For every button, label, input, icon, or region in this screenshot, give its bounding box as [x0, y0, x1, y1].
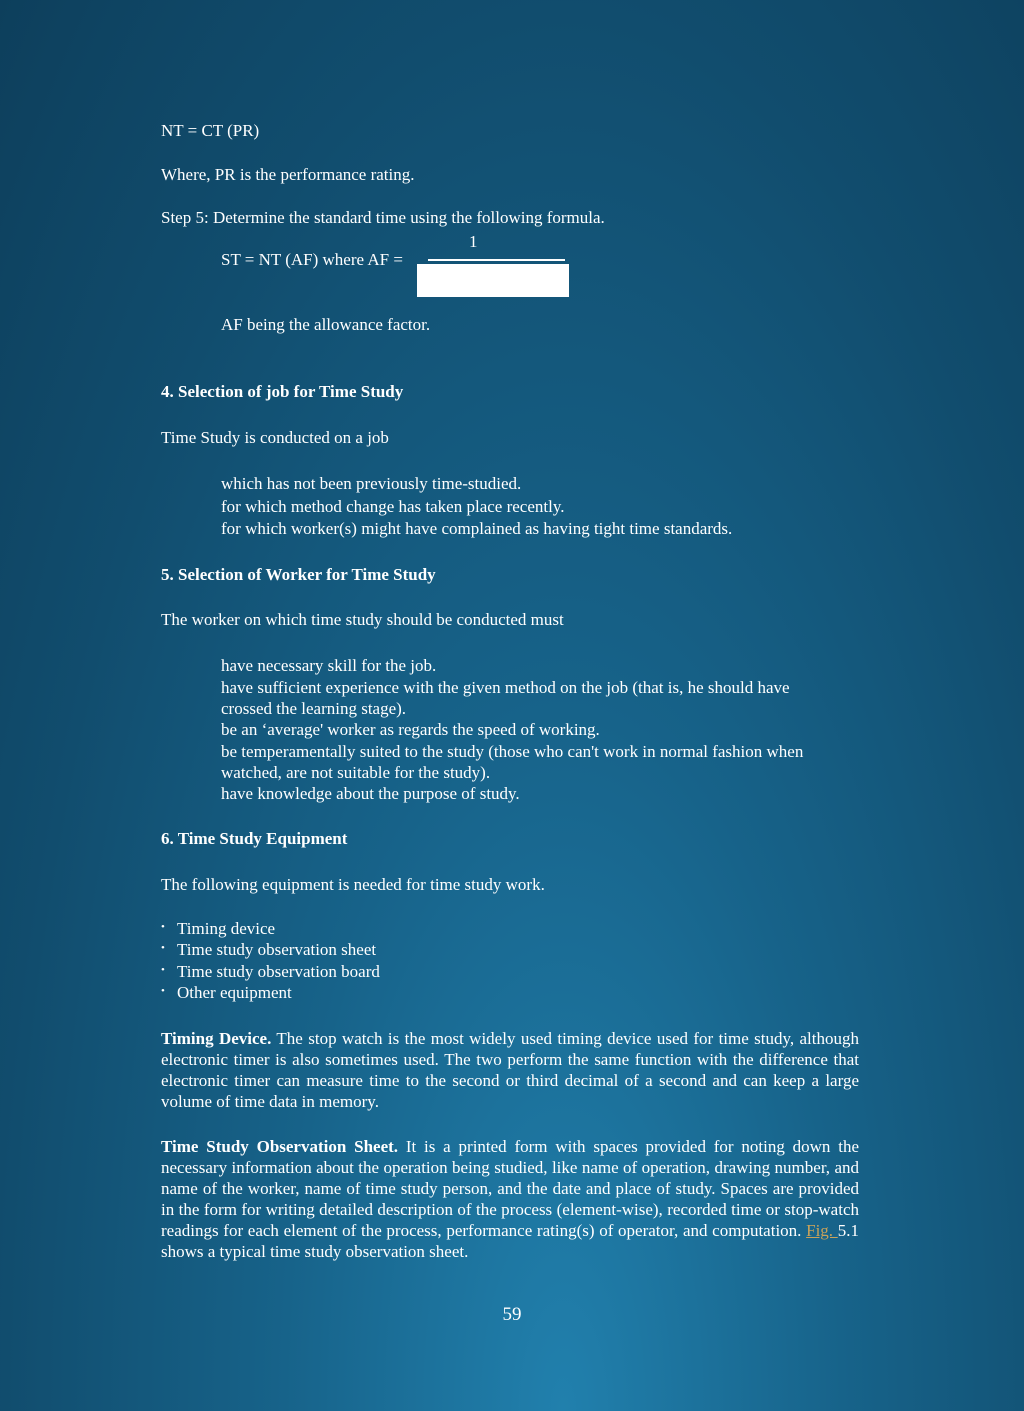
page-number: 59	[502, 1304, 522, 1325]
timing-device-paragraph	[161, 1028, 859, 1112]
formula-nt: NT = CT (PR)	[161, 121, 260, 140]
section4-intro: Time Study is conducted on a job	[161, 428, 389, 447]
observation-sheet-paragraph	[161, 1136, 859, 1262]
figure-link[interactable]: Fig.	[806, 1221, 838, 1240]
st-formula: ST = NT (AF) where AF =	[221, 250, 403, 269]
bullet-icon: •	[161, 921, 165, 933]
section6-intro: The following equipment is needed for time study work.	[161, 875, 545, 894]
section5-heading: 5. Selection of Worker for Time Study	[161, 565, 436, 584]
section4-item: which has not been previously time-studied.	[221, 474, 522, 493]
section5-item: have knowledge about the purpose of study.	[221, 784, 520, 803]
pr-note: Where, PR is the performance rating.	[161, 165, 415, 184]
timing-device-text: The stop watch is the most widely used timing device used for time study, although electronic timer is also sometimes used. The two perform the same function with the difference that electronic timer can measure time to the second or third decimal of a second and can keep a large volume of time data in memory.	[161, 1029, 860, 1111]
equipment-item: Other equipment	[177, 983, 292, 1002]
af-note: AF being the allowance factor.	[221, 315, 431, 334]
bullet-icon: •	[161, 985, 165, 997]
equipment-item: Timing device	[177, 919, 276, 938]
section4-item: for which method change has taken place recently.	[221, 497, 565, 516]
section5-item: have necessary skill for the job.	[221, 656, 437, 675]
section4-item: for which worker(s) might have complained as having tight time standards.	[221, 519, 733, 538]
section5-item: watched, are not suitable for the study).	[221, 763, 491, 782]
observation-sheet-tail: 5.1 shows a typical time study observation sheet.	[161, 1221, 859, 1261]
section5-intro: The worker on which time study should be conducted must	[161, 610, 564, 629]
section5-item: be an ‘average' worker as regards the speed of working.	[221, 720, 600, 739]
section6-heading: 6. Time Study Equipment	[161, 829, 348, 848]
formula-denominator-box	[417, 264, 569, 297]
timing-device-title: Timing Device.	[161, 1029, 272, 1048]
af-numerator: 1	[469, 232, 478, 251]
observation-sheet-text: It is a printed form with spaces provided for noting down the necessary information about the operation being studied, like name of operation, drawing number, and name of the worker, name of time study person, and the date and place of study. Spaces are provided in the form for writing detailed description of the process (element-wise), recorded time or stop-watch readings for each element of the process, performance rating(s) of operator, and computation.	[161, 1137, 859, 1240]
section5-item: be temperamentally suited to the study (those who can't work in normal fashion when	[221, 742, 804, 761]
observation-sheet-title: Time Study Observation Sheet.	[161, 1137, 399, 1156]
equipment-item: Time study observation board	[177, 962, 380, 981]
bullet-icon: •	[161, 964, 165, 976]
section4-heading: 4. Selection of job for Time Study	[161, 382, 404, 401]
step5-text: Step 5: Determine the standard time using the following formula.	[161, 208, 605, 227]
section5-item: have sufficient experience with the given method on the job (that is, he should have	[221, 678, 790, 697]
bullet-icon: •	[161, 942, 165, 954]
equipment-item: Time study observation sheet	[177, 940, 377, 959]
section5-item: crossed the learning stage).	[221, 699, 407, 718]
fraction-bar	[428, 259, 565, 261]
